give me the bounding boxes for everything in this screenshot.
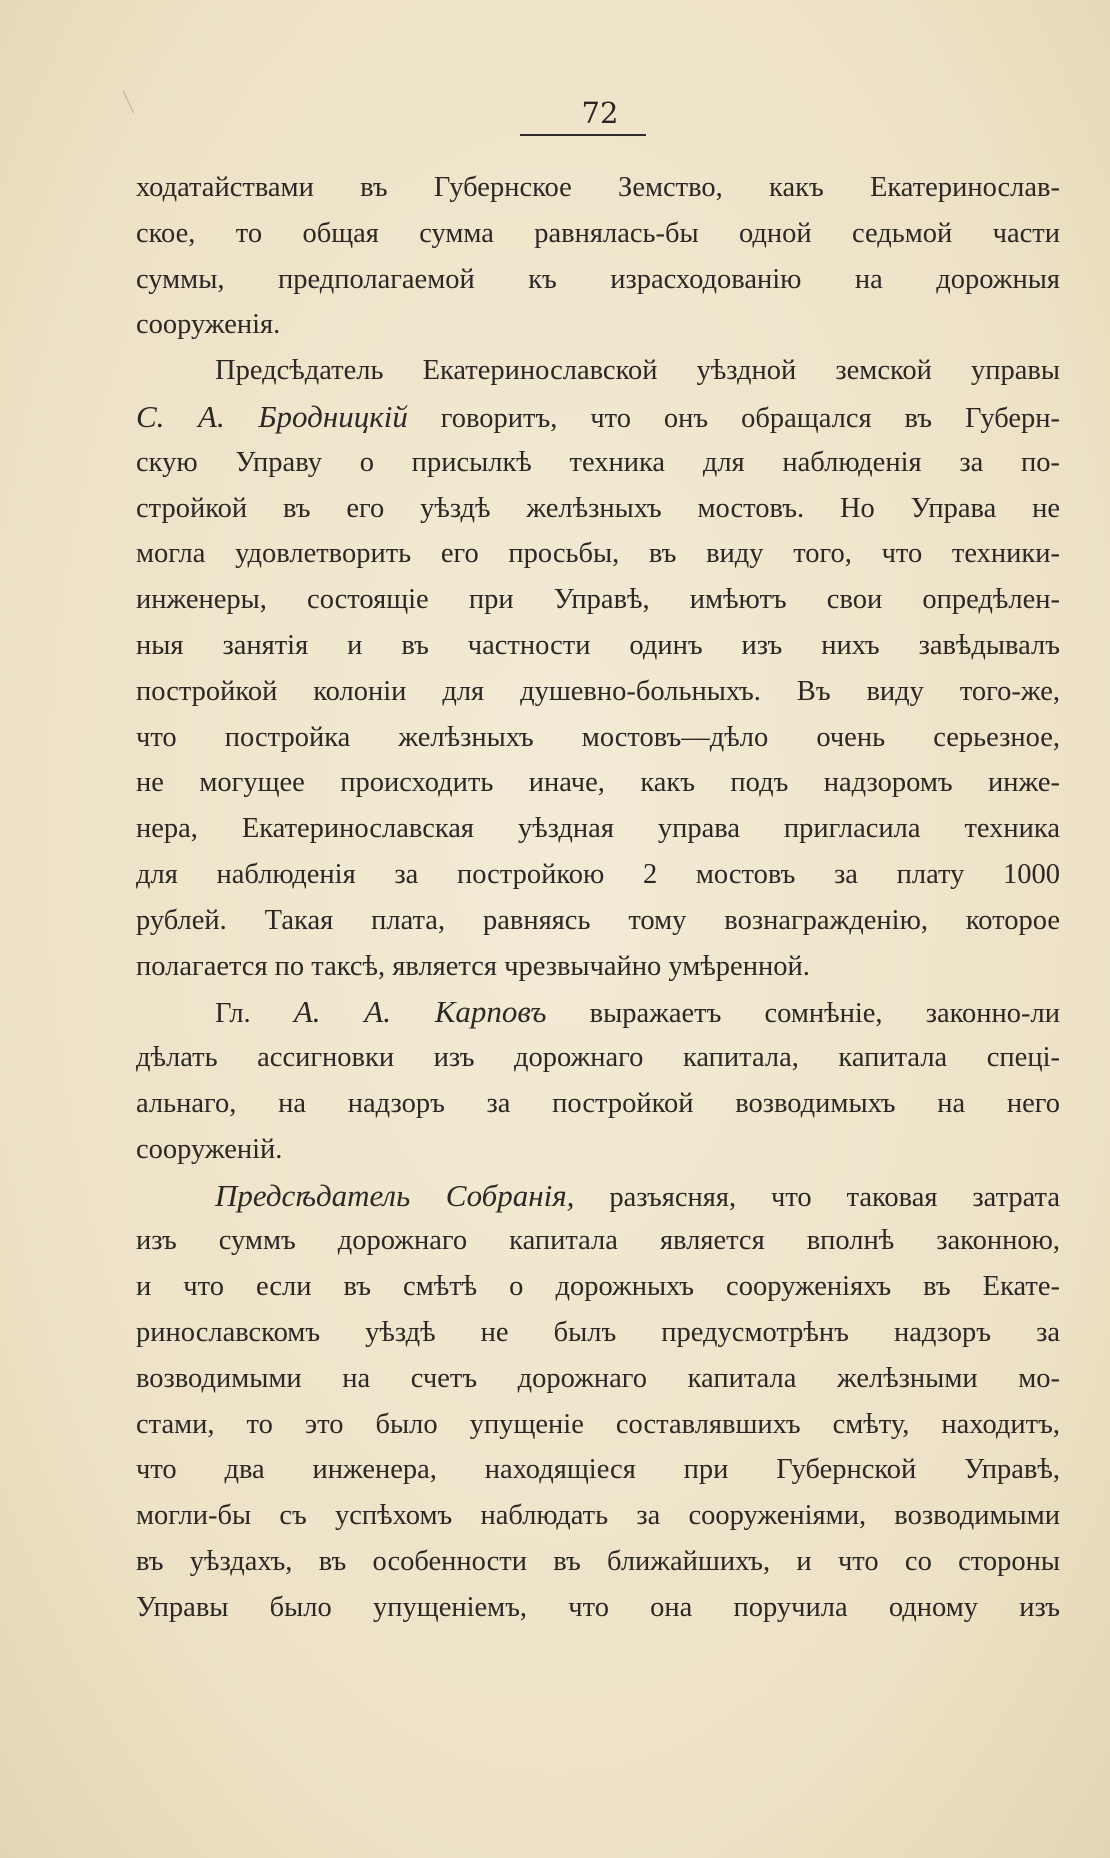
text-line: и что если въ смѣтѣ о дорожныхъ сооруженіяхъ въ Екате- (136, 1271, 1060, 1303)
text-line: что два инженера, находящіеся при Губернской Управѣ, (136, 1454, 1060, 1486)
text-line: суммы, предполагаемой къ израсходованію на дорожныя (136, 263, 1060, 295)
text-line (136, 394, 1060, 440)
text-fragment: Гл. (215, 998, 251, 1030)
text-line: въ уѣздахъ, въ особенности въ ближайшихъ, и что со стороны (136, 1545, 1060, 1577)
text-line: изъ суммъ дорожнаго капитала является вполнѣ законною, (136, 1225, 1060, 1257)
text-line: постройкой колоніи для душевно-больныхъ. Въ виду того-же, (136, 675, 1060, 707)
text-line: дѣлать ассигновки изъ дорожнаго капитала, капитала спеці- (136, 1042, 1060, 1074)
text-line: стами, то это было упущеніе составлявшихъ смѣту, находитъ, (136, 1408, 1060, 1440)
text-line: инженеры, состоящіе при Управѣ, имѣютъ свои опредѣлен- (136, 584, 1060, 616)
text-line: стройкой въ его уѣздѣ желѣзныхъ мостовъ. Но Управа не (136, 492, 1060, 524)
text-line: сооруженія. (136, 309, 281, 341)
text-line: нера, Екатеринославская уѣздная управа пригласила техника (136, 813, 1060, 845)
text-line: ринославскомъ уѣздѣ не былъ предусмотрѣнъ надзоръ за (136, 1316, 1060, 1348)
text-line: Предсѣдатель Екатеринославской уѣздной земской управы (215, 355, 1060, 387)
scan-mark (123, 91, 134, 113)
text-line: рублей. Такая плата, равняясь тому вознагражденію, которое (136, 904, 1060, 936)
text-line: возводимыми на счетъ дорожнаго капитала желѣзными мо- (136, 1362, 1060, 1394)
page-number: 72 (581, 96, 619, 130)
text-line: ходатайствами въ Губернское Земство, какъ Екатеринослав- (136, 172, 1060, 203)
text-line: ныя занятія и въ частности одинъ изъ нихъ завѣдывалъ (136, 629, 1060, 661)
text-fragment: выражаетъ сомнѣніе, законно-ли (589, 998, 1060, 1030)
person-name-karpov: А. А. Карповъ (293, 994, 547, 1030)
body-text (136, 165, 1060, 1631)
page-number-rule (520, 134, 646, 136)
text-line: для наблюденія за постройкою 2 мостовъ за плату 1000 (136, 858, 1060, 890)
text-line: ское, то общая сумма равнялась-бы одной седьмой части (136, 217, 1060, 249)
text-line: могли-бы съ успѣхомъ наблюдать за сооруженіями, возводимыми (136, 1500, 1060, 1532)
text-fragment: говоритъ, что онъ обращался въ Губерн- (440, 402, 1060, 434)
text-line: могла удовлетворить его просьбы, въ виду того, что техники- (136, 538, 1060, 570)
person-title-chairman: Предсѣдатель Собранія, (215, 1177, 575, 1213)
text-line (136, 989, 1060, 1035)
text-line (136, 1173, 1060, 1219)
person-name-brodnitsky: С. А. Бродницкій (136, 398, 408, 434)
text-line: что постройка желѣзныхъ мостовъ—дѣло очень серьезное, (136, 721, 1060, 753)
text-line: альнаго, на надзоръ за постройкой возводимыхъ на него (136, 1087, 1060, 1119)
text-line: скую Управу о присылкѣ техника для наблюденія за по- (136, 446, 1060, 478)
text-fragment: разъясняя, что таковая затрата (609, 1181, 1061, 1213)
text-line: полагается по таксѣ, является чрезвычайно умѣренной. (136, 950, 810, 982)
text-line: не могущее происходить иначе, какъ подъ надзоромъ инже- (136, 767, 1060, 799)
text-line: Управы было упущеніемъ, что она поручила одному изъ (136, 1591, 1060, 1623)
text-line: сооруженій. (136, 1133, 283, 1165)
